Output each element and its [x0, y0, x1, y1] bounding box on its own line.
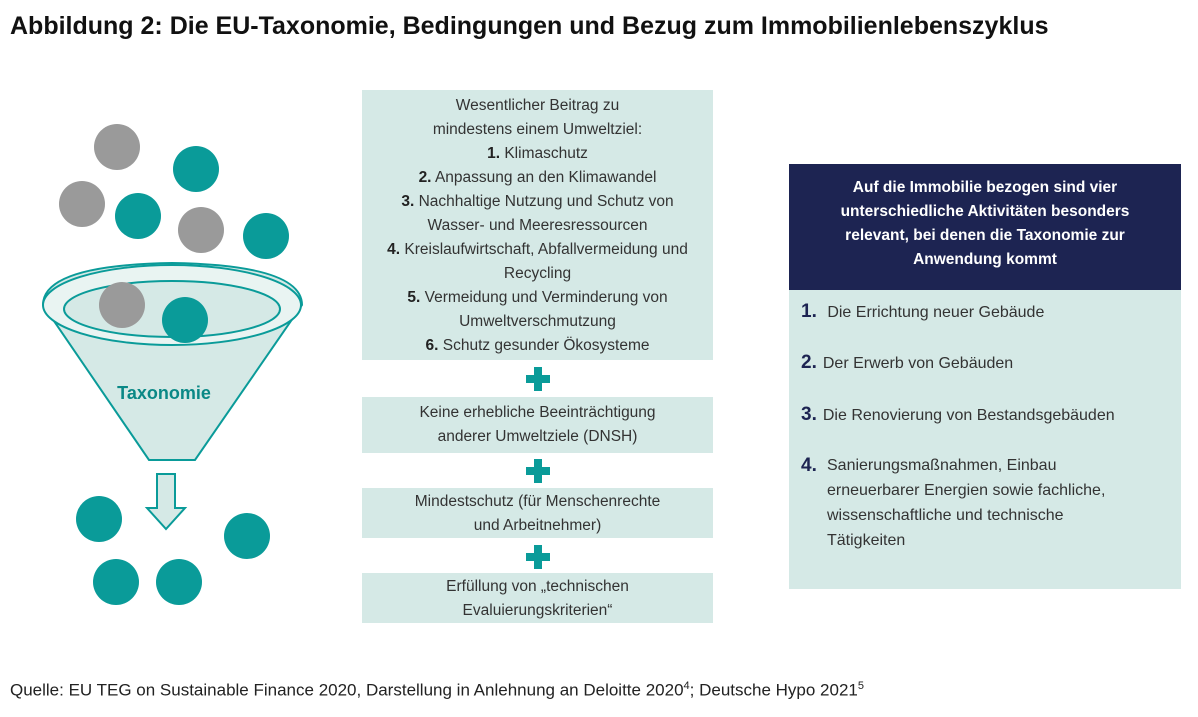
teal-circle: [76, 496, 122, 542]
criteria-box-contribution: [362, 90, 713, 360]
criteria-box-safeguards: [362, 488, 713, 538]
technical-text: Erfüllung von „technischen Evaluierungskriterien“: [446, 578, 629, 619]
teal-circle: [115, 193, 161, 239]
goal-item: 2. Anpassung an den Klimawandel: [418, 169, 657, 186]
dnsh-text: Keine erhebliche Beeinträchtigung anderer Umweltziele (DNSH): [419, 404, 656, 445]
teal-circle: [224, 513, 270, 559]
grey-circle: [94, 124, 140, 170]
plus-icon: [526, 459, 550, 483]
safeguards-text: Mindestschutz (für Menschenrechte und Arbeitnehmer): [414, 493, 661, 534]
down-arrow-icon: [144, 472, 188, 532]
teal-circle: [162, 297, 208, 343]
activity-item: 2. Der Erwerb von Gebäuden: [801, 352, 1014, 373]
plus-icon: [526, 545, 550, 569]
teal-circle: [243, 213, 289, 259]
goal-item: 5. Vermeidung und Verminderung von Umweltverschmutzung: [407, 289, 668, 330]
activity-item: 4. Sanierungsmaßnahmen, Einbau erneuerbarer Energien sowie fachliche, wissenschaftliche und technische Tätigkeiten: [801, 455, 1106, 549]
grey-circle: [59, 181, 105, 227]
plus-icon: [526, 367, 550, 391]
goal-item: 1. Klimaschutz: [487, 145, 588, 162]
grey-circle: [99, 282, 145, 328]
criteria-box-technical: [362, 573, 713, 623]
activities-header: Auf die Immobilie bezogen sind vier unterschiedliche Aktivitäten besonders relevant, bei denen die Taxonomie zur Anwendung kommt: [789, 164, 1181, 290]
teal-circle: [173, 146, 219, 192]
teal-circle: [93, 559, 139, 605]
goal-item: 4. Kreislaufwirtschaft, Abfallvermeidung und Recycling: [387, 241, 688, 282]
figure-title: Abbildung 2: Die EU-Taxonomie, Bedingungen und Bezug zum Immobilienlebenszyklus: [10, 12, 1049, 40]
source-note: Quelle: EU TEG on Sustainable Finance 2020, Darstellung in Anlehnung an Deloitte 2020$^4$; Deutsche Hypo 2021$^5$: [10, 680, 864, 700]
goal-item: 3. Nachhaltige Nutzung und Schutz von Wasser- und Meeresressourcen: [401, 193, 674, 234]
activities-list: [789, 290, 1181, 589]
goal-item: 6. Schutz gesunder Ökosysteme: [425, 337, 650, 354]
funnel-label: Taxonomie: [117, 383, 211, 403]
criteria-box-dnsh: [362, 397, 713, 453]
teal-circle: [156, 559, 202, 605]
activity-item: 3. Die Renovierung von Bestandsgebäuden: [801, 404, 1115, 425]
grey-circle: [178, 207, 224, 253]
activity-item: 1. Die Errichtung neuer Gebäude: [801, 301, 1045, 322]
contribution-intro: Wesentlicher Beitrag zu mindestens einem Umweltziel:: [432, 97, 643, 138]
